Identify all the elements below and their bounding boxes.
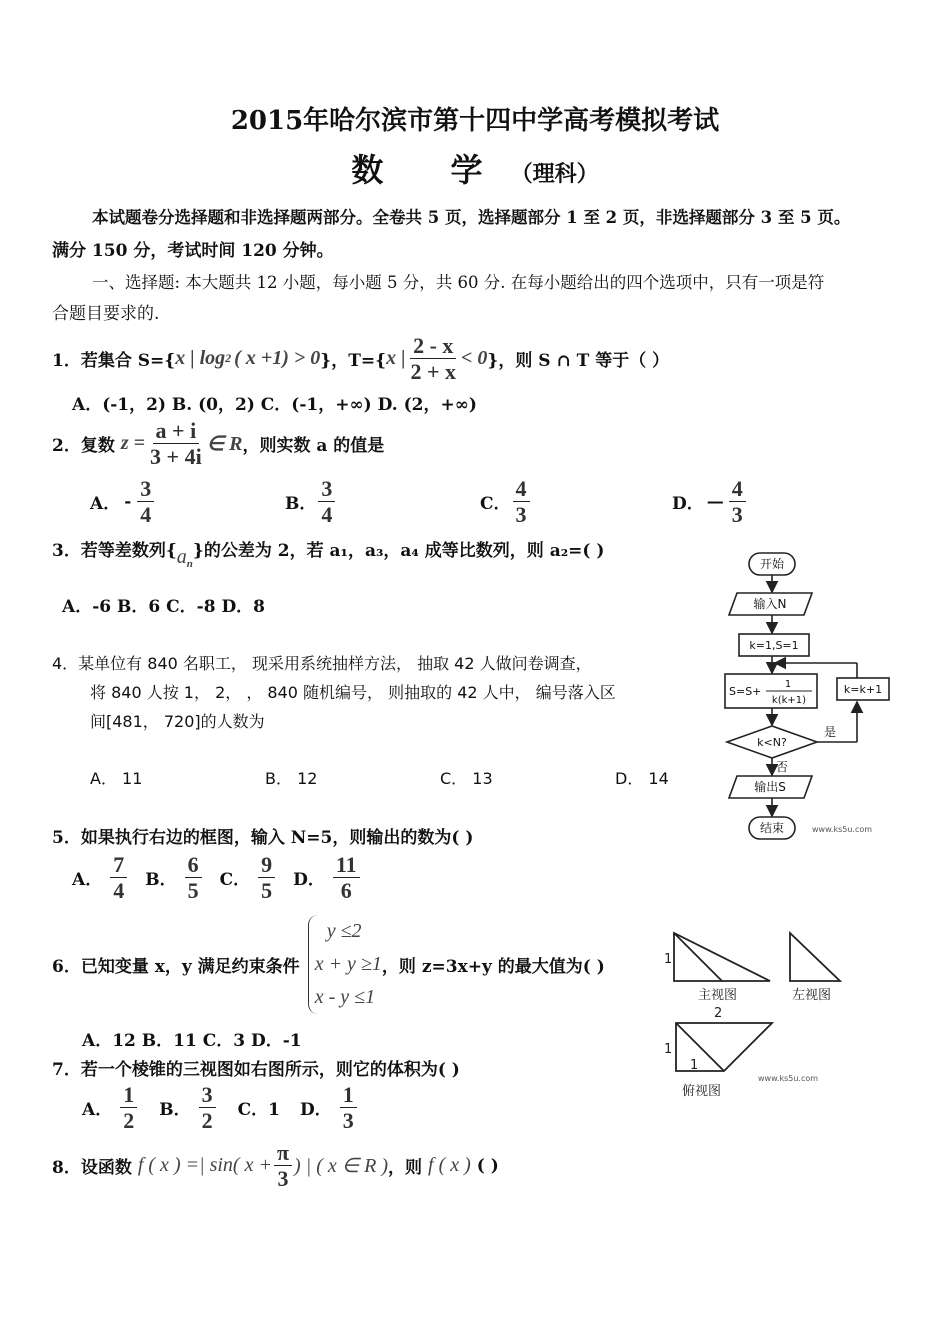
dim-top-height: 1	[664, 1042, 673, 1057]
start-label: 开始	[759, 557, 785, 571]
update-s-frac-n: 1	[784, 679, 792, 690]
top-view-label: 俯视图	[682, 1084, 722, 1099]
update-s-frac-d: k(k+1)	[771, 695, 807, 706]
section-heading-line-1: 一、选择题: 本大题共 12 小题，每小题 5 分，共 60 分. 在每小题给出的四个选项中，只有一项是符	[92, 273, 825, 292]
question-2-option-c: C． $\frac{4}{3}$	[480, 476, 532, 528]
views-watermark: www.ks5u.com	[758, 1074, 819, 1083]
question-7-options: A． $\frac{1}{2}$ B． $\frac{3}{2}$ C．1 D． $\frac{1}{3}$	[82, 1082, 359, 1134]
question-2-option-b: B． $\frac{3}{4}$	[285, 476, 337, 528]
question-1: 1．若集合 S={ x | log 2 ( x +1) > 0 }，T={ x | $\frac{2 - x}{2 + x}$ < 0 }，则 S ∩ T 等于（ ）	[52, 333, 670, 385]
question-7: 7．若一个棱锥的三视图如右图所示，则它的体积为( )	[52, 1060, 460, 1080]
flowchart-watermark: www.ks5u.com	[812, 825, 873, 834]
update-s-label: S=S+	[729, 685, 762, 698]
question-4-option-b: B． 12	[265, 769, 318, 788]
front-view-label: 主视图	[698, 988, 738, 1003]
increment-label: k=k+1	[843, 683, 883, 696]
init-label: k=1,S=1	[749, 639, 799, 652]
question-4-line-3: 间[481， 720]的人数为	[90, 712, 265, 731]
input-label: 输入N	[753, 597, 787, 611]
question-5-options: A． $\frac{7}{4}$ B． $\frac{6}{5}$ C． $\frac{9}{5}$ D． $\frac{11}{6}$	[72, 852, 362, 904]
question-4-option-a: A． 11	[90, 769, 143, 788]
intro-line-1: 本试题卷分选择题和非选择题两部分。全卷共 5 页，选择题部分 1 至 2 页，非选择题部分 3 至 5 页。	[92, 208, 851, 227]
front-view-shape	[674, 933, 770, 981]
question-8: 8．设函数 f ( x ) =| sin( x + $\frac{\pi}{3}$ ) | ( x ∈ R ) ，则 f ( x ) ( )	[52, 1140, 499, 1192]
question-3: 3．若等差数列{ a $_n$ }的公差为 2，若 a₁，a₃，a₄ 成等比数列，则 a₂=( )	[52, 541, 605, 570]
side-view-label: 左视图	[792, 988, 832, 1003]
question-2-option-d: D． — $\frac{4}{3}$	[672, 476, 748, 528]
question-4-line-1: 4．某单位有 840 名职工， 现采用系统抽样方法， 抽取 42 人做问卷调查，	[52, 654, 592, 673]
dim-top-inner: 1	[690, 1058, 699, 1073]
no-label: 否	[776, 760, 789, 774]
output-label: 输出S	[754, 780, 786, 794]
question-6: 6．已知变量 x，y 满足约束条件 y ≤2 x + y ≥1 x - y ≤1 ，则 z=3x+y 的最大值为( )	[52, 915, 605, 1014]
subject-heading: 数 学（理科）	[351, 151, 599, 189]
question-4-option-c: C． 13	[440, 769, 493, 788]
end-label: 结束	[759, 821, 785, 835]
section-heading-line-2: 合题目要求的.	[52, 304, 160, 324]
exam-title: 2015年哈尔滨市第十四中学高考模拟考试	[230, 106, 720, 136]
three-views-diagram	[660, 925, 860, 1105]
intro-line-2: 满分 150 分，考试时间 120 分钟。	[52, 241, 334, 261]
yes-label: 是	[824, 725, 837, 739]
condition-label: k<N?	[757, 736, 787, 749]
question-3-options: A．-6 B．6 C．-8 D．8	[62, 597, 266, 617]
side-view-shape	[790, 933, 840, 981]
question-5: 5．如果执行右边的框图，输入 N=5，则输出的数为( )	[52, 828, 474, 848]
question-2: 2．复数 z = $\frac{a + i}{3 + 4i}$ ∈ R ，则实数 a 的值是	[52, 418, 385, 470]
question-2-option-a: A． - $\frac{3}{4}$	[90, 476, 156, 528]
question-6-options: A．12 B．11 C．3 D．-1	[82, 1031, 302, 1051]
flowchart-diagram	[712, 545, 902, 845]
question-1-options: A．(-1，2) B. (0，2) C．(-1，+∞) D. (2，+∞)	[72, 395, 477, 415]
question-4-option-d: D． 14	[615, 769, 669, 788]
dim-front-height: 1	[664, 952, 673, 967]
question-4-line-2: 将 840 人按 1， 2， ， 840 随机编号， 则抽取的 42 人中， 编号落入区	[90, 683, 616, 702]
dim-width: 2	[714, 1006, 723, 1021]
